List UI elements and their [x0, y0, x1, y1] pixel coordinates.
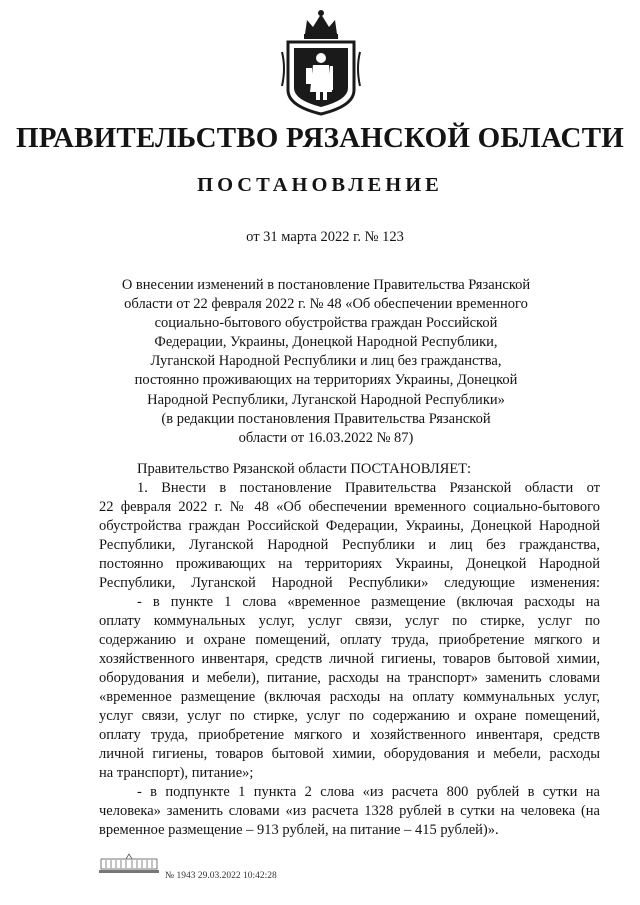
subject-line: Народной Республики, Луганской Народной Республики»: [147, 391, 505, 408]
organization-title: ПРАВИТЕЛЬСТВО РЯЗАНСКОЙ ОБЛАСТИ: [16, 122, 624, 154]
bullet1-line: оплату коммунальных услуг, услуг связи, услуг по стирке, услуг по: [99, 613, 600, 629]
subject-line: области от 22 февраля 2022 г. № 48 «Об обеспечении временного: [124, 296, 528, 313]
document-subject: [0, 276, 640, 448]
document-type: ПОСТАНОВЛЕНИЕ: [197, 174, 443, 196]
bullet1-line: личной гигиены, товаров бытовой химии, оборудования и мебели, расходы: [99, 746, 600, 762]
bullet1-line: - в пункте 1 слова «временное размещение (включая расходы на: [137, 594, 600, 610]
subject-line: (в редакции постановления Правительства Рязанской: [161, 410, 491, 427]
intro-paragraph: Правительство Рязанской области ПОСТАНОВЛЯЕТ:: [137, 461, 472, 477]
item1-line: обустройства граждан Российской Федерации, Украины, Донецкой Народной: [99, 518, 600, 534]
item1-line: Республики, Луганской Народной Республики» следующие изменения:: [99, 575, 600, 591]
bullet1-line: хозяйственного инвентаря, средств личной гигиены, товаров бытовой химии,: [99, 651, 600, 667]
bullet1-line: оборудования и мебели), питание, расходы на транспорт» заменить словами: [99, 670, 600, 686]
subject-line: постоянно проживающих на территориях Украины, Донецкой: [134, 372, 518, 389]
bullet1-line: на транспорт), питание»;: [99, 765, 254, 781]
item1-line: Республики, Луганской Народной Республики и лиц без гражданства,: [99, 537, 600, 553]
bullet2-line: человека» заменить словами «из расчета 1328 рублей в сутки на человека (на: [99, 803, 600, 819]
item1-line: 1. Внести в постановление Правительства Рязанской области от: [137, 480, 600, 496]
bullet1-line: оплату труда, приобретение мягкого и хозяйственного инвентаря, средств: [99, 727, 600, 743]
subject-line: Луганской Народной Республики и лиц без гражданства,: [150, 353, 502, 370]
document-date-number: от 31 марта 2022 г. № 123: [246, 229, 404, 245]
subject-line: области от 16.03.2022 № 87): [238, 429, 414, 446]
registration-number: № 1943 29.03.2022 10:42:28: [165, 871, 277, 881]
subject-line: О внесении изменений в постановление Правительства Рязанской: [121, 277, 531, 293]
subject-line: Федерации, Украины, Донецкой Народной Республики,: [154, 334, 498, 351]
coat-of-arms-icon: [280, 8, 362, 116]
item1-line: постоянно проживающих на территориях Украины, Донецкой Народной: [99, 556, 600, 572]
registration-stamp-icon: [99, 853, 159, 875]
subject-line: социально-бытового обустройства граждан Российской: [154, 315, 498, 332]
bullet2-line: - в подпункте 1 пункта 2 слова «из расчета 800 рублей в сутки на: [137, 784, 600, 800]
bullet1-line: услуг связи, услуг по стирке, услуг по содержанию и охране помещений,: [99, 708, 600, 724]
item1-line: 22 февраля 2022 г. № 48 «Об обеспечении временного социально-бытового: [99, 499, 600, 515]
bullet2-line: временное размещение – 913 рублей, на питание – 415 рублей)».: [99, 822, 499, 838]
bullet1-line: содержанию и охране помещений, оплату труда, приобретение мягкого и: [99, 632, 600, 648]
bullet1-line: «временное размещение (включая расходы на оплату коммунальных услуг,: [99, 689, 600, 705]
